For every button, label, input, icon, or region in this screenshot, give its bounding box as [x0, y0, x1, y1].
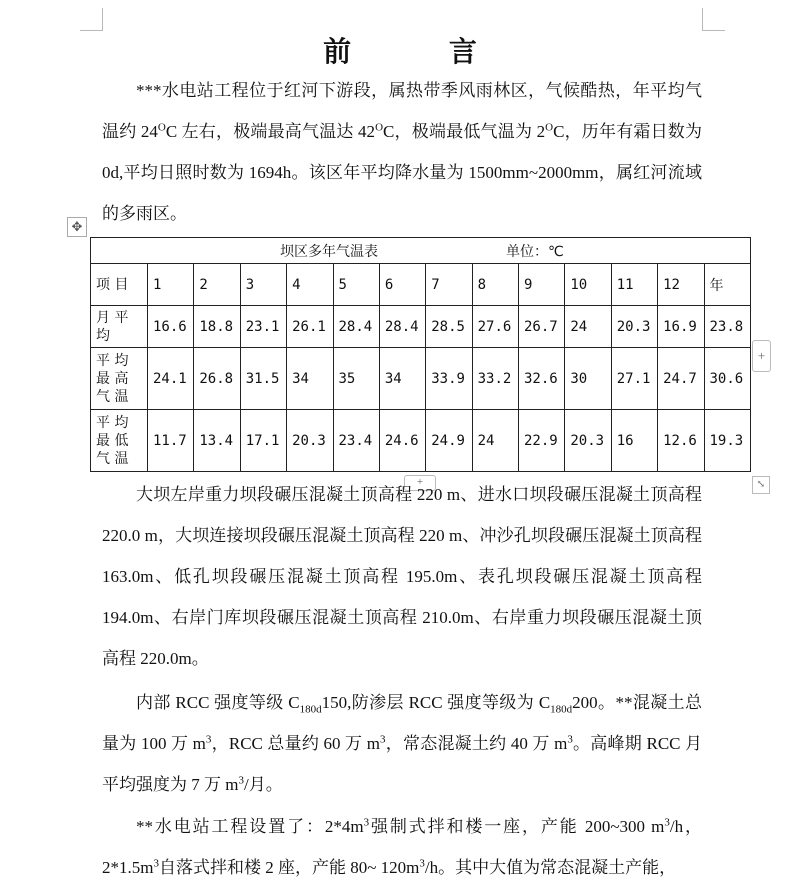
table-unit: 单位：℃	[506, 243, 564, 260]
table-cell: 34	[379, 348, 425, 410]
table-resize-icon[interactable]: ⤡	[752, 476, 770, 494]
table-cell: 26.1	[287, 306, 333, 348]
row-label: 月 平 均	[91, 306, 148, 348]
add-row-plus-icon[interactable]: +	[404, 475, 436, 491]
table-cell: 23.1	[240, 306, 286, 348]
table-cell: 35	[333, 348, 379, 410]
dam-elevation-paragraph: 大坝左岸重力坝段碾压混凝土顶高程 220 m、进水口坝段碾压混凝土顶高程 220.0 m，大坝连接坝段碾压混凝土顶高程 220 m、冲沙孔坝段碾压混凝土顶高程 163.0m、低孔坝段碾压混凝土顶高程 195.0m、表孔坝段碾压混凝土顶高程 194.0m、右岸门库坝段碾压混凝土顶高程 210.0m、右岸重力坝段碾压混凝土顶高程 220.0m。	[102, 485, 702, 668]
header-cell: 10	[565, 264, 611, 306]
table-cell: 16.6	[148, 306, 194, 348]
table-cell: 24.6	[379, 410, 425, 472]
page-corner-mark-left	[80, 8, 103, 31]
table-move-handle-icon[interactable]: ✥	[67, 217, 87, 237]
table-cell: 26.8	[194, 348, 240, 410]
table-cell: 13.4	[194, 410, 240, 472]
header-label: 项 目	[91, 264, 148, 306]
table-cell: 24	[472, 410, 518, 472]
table-cell: 16.9	[658, 306, 704, 348]
header-cell: 9	[519, 264, 565, 306]
table-cell: 23.8	[704, 306, 751, 348]
table-cell: 32.6	[519, 348, 565, 410]
table-cell: 17.1	[240, 410, 286, 472]
table-caption: 坝区多年气温表	[280, 243, 378, 260]
table-row	[91, 306, 751, 348]
table-cell: 20.3	[287, 410, 333, 472]
table-cell: 27.6	[472, 306, 518, 348]
table-cell: 23.4	[333, 410, 379, 472]
temperature-table	[90, 237, 751, 472]
header-cell: 4	[287, 264, 333, 306]
table-cell: 24.7	[658, 348, 704, 410]
header-cell: 3	[240, 264, 286, 306]
header-cell: 11	[611, 264, 657, 306]
row-label: 平 均 最 低 气 温	[91, 410, 148, 472]
table-row	[91, 348, 751, 410]
table-cell: 11.7	[148, 410, 194, 472]
table-cell: 28.5	[426, 306, 472, 348]
table-cell: 20.3	[565, 410, 611, 472]
table-cell: 30.6	[704, 348, 751, 410]
table-cell: 24	[565, 306, 611, 348]
header-cell: 12	[658, 264, 704, 306]
table-cell: 22.9	[519, 410, 565, 472]
table-cell: 26.7	[519, 306, 565, 348]
table-cell: 33.2	[472, 348, 518, 410]
table-row	[91, 410, 751, 472]
page-title: 前 言	[323, 35, 521, 68]
row-label: 平 均 最 高 气 温	[91, 348, 148, 410]
add-column-plus-icon[interactable]: +	[752, 340, 771, 372]
table-cell: 27.1	[611, 348, 657, 410]
header-cell: 年	[704, 264, 751, 306]
header-cell: 2	[194, 264, 240, 306]
table-cell: 20.3	[611, 306, 657, 348]
table-cell: 28.4	[333, 306, 379, 348]
table-cell: 34	[287, 348, 333, 410]
header-cell: 5	[333, 264, 379, 306]
intro-paragraph: ***水电站工程位于红河下游段，属热带季风雨林区，气候酷热，年平均气温约 $24^OC$ 左右，极端最高气温达 $42^OC$，极端最低气温为 $2^OC$，历年有霜日数为 0d,平均日照时数为 1694h。该区年平均降水量为 1500mm~2000mm，属红河流域的多雨区。	[102, 81, 703, 223]
mixing-plant-paragraph: **水电站工程设置了：$2*4m^3$强制式拌和楼一座，产能 200~300 $m^3/h$，$2*1.5m^3$自落式拌和楼 2 座，产能 80~ $120m^3/h$。其中大值为常态混凝土产能，	[102, 816, 702, 877]
concrete-strength-paragraph: 内部 RCC 强度等级 $C_{180d}150$,防渗层 RCC 强度等级为 $C_{180d}200$。**混凝土总量为 100 万 $m^3$，RCC 总量约 60 万 $m^3$，常态混凝土约 40 万 $m^3$。高峰期 RCC 月平均强度为 7 万 $m^3/$月。	[102, 693, 703, 794]
header-cell: 6	[379, 264, 425, 306]
table-cell: 28.4	[379, 306, 425, 348]
table-cell: 31.5	[240, 348, 286, 410]
table-cell: 24.1	[148, 348, 194, 410]
table-cell: 12.6	[658, 410, 704, 472]
header-cell: 1	[148, 264, 194, 306]
table-cell: 30	[565, 348, 611, 410]
header-cell: 7	[426, 264, 472, 306]
table-cell: 24.9	[426, 410, 472, 472]
table-header-row	[91, 264, 751, 306]
page-corner-mark-right	[702, 8, 725, 31]
table-cell: 18.8	[194, 306, 240, 348]
table-caption-cell	[91, 238, 751, 264]
table-cell: 33.9	[426, 348, 472, 410]
header-cell: 8	[472, 264, 518, 306]
table-cell: 19.3	[704, 410, 751, 472]
table-cell: 16	[611, 410, 657, 472]
